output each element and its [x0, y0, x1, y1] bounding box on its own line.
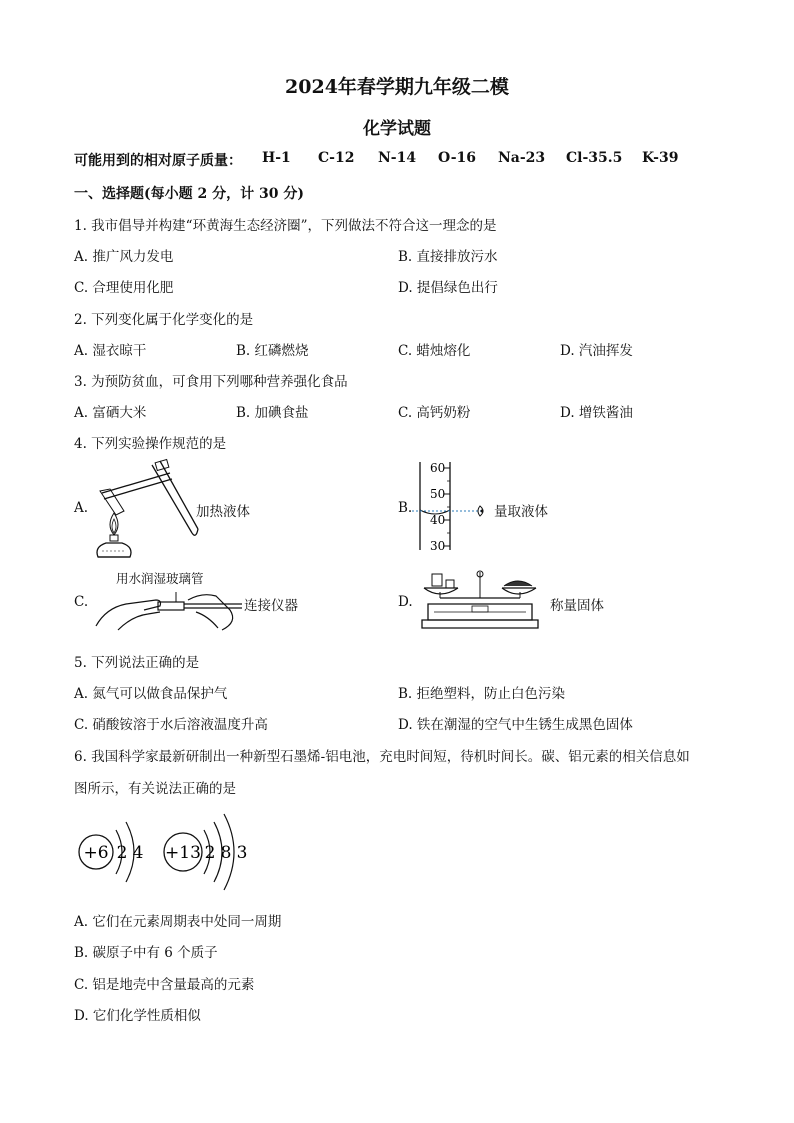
page-subtitle: 化学试题	[363, 119, 431, 139]
q2-option-d: D. 汽油挥发	[560, 343, 633, 359]
q5-option-a: A. 氮气可以做食品保护气	[74, 686, 228, 702]
q3-stem: 3. 为预防贫血，可食用下列哪种营养强化食品	[74, 374, 348, 390]
section-title: 一、选择题(每小题 2 分，计 30 分)	[74, 186, 304, 202]
atomic-mass-na: Na-23	[498, 150, 546, 166]
atomic-mass-n: N-14	[378, 150, 417, 166]
q2-stem: 2. 下列变化属于化学变化的是	[74, 312, 254, 328]
atomic-mass-o: O-16	[438, 150, 477, 166]
q1-option-c: C. 合理使用化肥	[74, 280, 174, 296]
q4-option-b-caption: 量取液体	[494, 504, 548, 520]
atomic-mass-k: K-39	[642, 150, 679, 166]
q3-option-a: A. 富硒大米	[74, 405, 147, 421]
q4-option-a-caption: 加热液体	[196, 504, 250, 520]
atomic-mass-cl: Cl-35.5	[566, 150, 623, 166]
q3-option-c: C. 高钙奶粉	[398, 405, 471, 421]
scale-30: 30	[430, 539, 446, 553]
q1-option-b: B. 直接排放污水	[398, 249, 498, 265]
q4-option-d-caption: 称量固体	[550, 598, 604, 614]
q6-stem-line2: 图所示，有关说法正确的是	[74, 781, 236, 797]
q6-option-a: A. 它们在元素周期表中处同一周期	[74, 914, 282, 930]
q4-stem: 4. 下列实验操作规范的是	[74, 436, 227, 452]
q1-stem: 1. 我市倡导并构建“环黄海生态经济圈”，下列做法不符合这一理念的是	[74, 218, 497, 234]
q1-option-a: A. 推广风力发电	[74, 249, 174, 265]
q4-option-b-letter: B.	[398, 500, 413, 516]
q5-option-b: B. 拒绝塑料，防止白色污染	[398, 686, 566, 702]
q6-option-d: D. 它们化学性质相似	[74, 1008, 201, 1024]
aluminum-shell-3: 3	[236, 843, 248, 863]
q6-stem-line1: 6. 我国科学家最新研制出一种新型石墨烯-铝电池，充电时间短，待机时间长。碳、铝元素的相关信息如	[74, 749, 690, 765]
q1-option-d: D. 提倡绿色出行	[398, 280, 498, 296]
heating-liquid-figure	[90, 455, 200, 565]
q4-option-a-letter: A.	[74, 500, 89, 516]
aluminum-shell-2: 8	[220, 843, 232, 863]
q3-option-d: D. 增铁酱油	[560, 405, 633, 421]
aluminum-shell-1: 2	[204, 843, 216, 863]
balance-figure	[418, 568, 546, 636]
q4-option-c-caption: 连接仪器	[244, 598, 298, 614]
q6-option-c: C. 铝是地壳中含量最高的元素	[74, 977, 255, 993]
atomic-mass-c: C-12	[318, 150, 355, 166]
measuring-cylinder-figure	[414, 460, 498, 556]
q4-option-c-letter: C.	[74, 594, 89, 610]
scale-60: 60	[430, 461, 446, 475]
q2-option-a: A. 湿衣晾干	[74, 343, 147, 359]
q4-option-d-letter: D.	[398, 594, 413, 610]
connect-apparatus-figure	[92, 586, 244, 634]
carbon-nucleus: +6	[83, 843, 109, 863]
q5-stem: 5. 下列说法正确的是	[74, 655, 200, 671]
carbon-shell-1: 2	[116, 843, 128, 863]
q2-option-b: B. 红磷燃烧	[236, 343, 309, 359]
atomic-mass-label: 可能用到的相对原子质量：	[74, 153, 242, 169]
carbon-shell-2: 4	[132, 843, 144, 863]
q2-option-c: C. 蜡烛熔化	[398, 343, 471, 359]
atomic-structure-figure	[74, 810, 264, 894]
atomic-mass-h: H-1	[262, 150, 291, 166]
q4-option-c-label: 用水润湿玻璃管	[116, 571, 204, 586]
q3-option-b: B. 加碘食盐	[236, 405, 309, 421]
q6-option-b: B. 碳原子中有 6 个质子	[74, 945, 218, 961]
scale-40: 40	[430, 513, 446, 527]
aluminum-nucleus: +13	[165, 843, 201, 863]
q5-option-c: C. 硝酸铵溶于水后溶液温度升高	[74, 717, 268, 733]
page-title: 2024年春学期九年级二模	[285, 76, 509, 98]
q5-option-d: D. 铁在潮湿的空气中生锈生成黑色固体	[398, 717, 633, 733]
scale-50: 50	[430, 487, 446, 501]
